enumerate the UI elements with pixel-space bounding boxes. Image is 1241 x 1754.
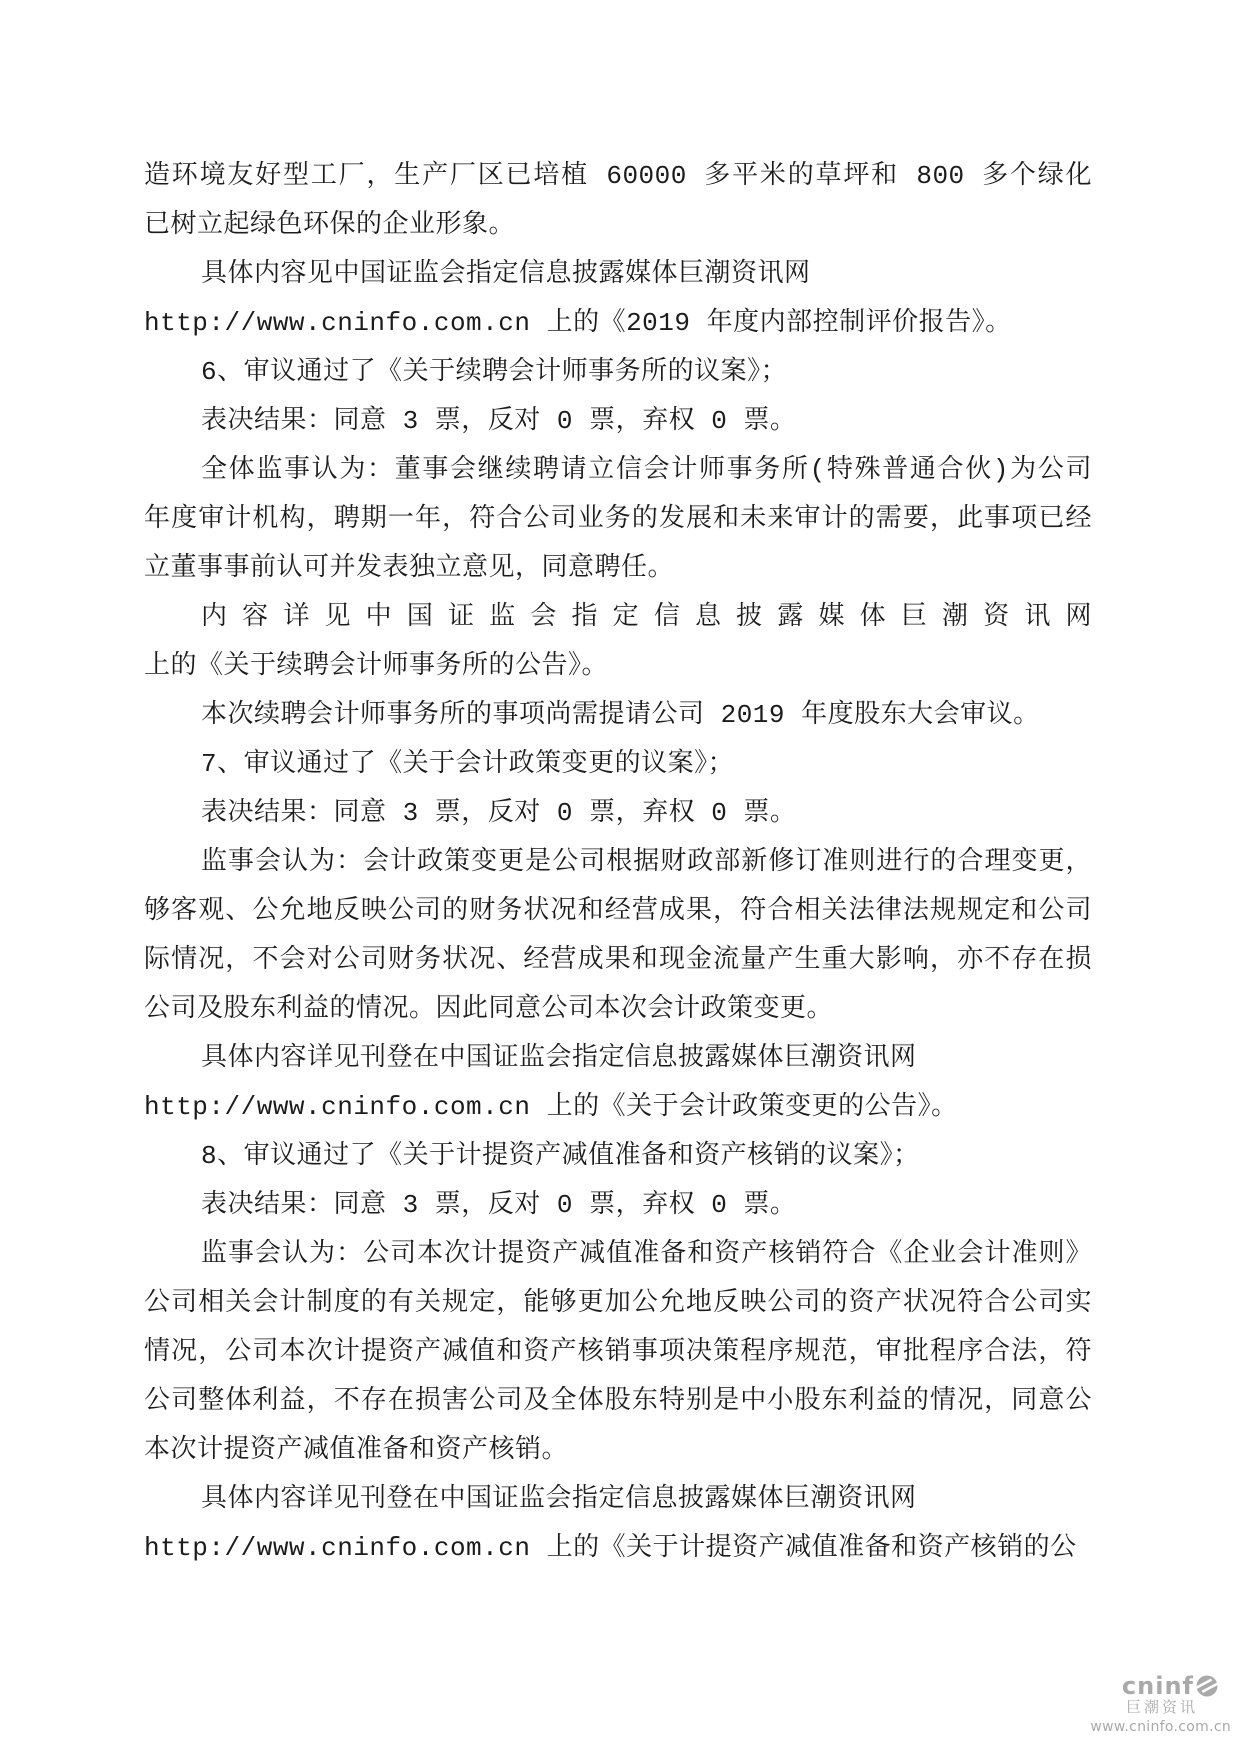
text-line: 情况，公司本次计提资产减值和资产核销事项决策程序规范，审批程序合法，符: [144, 1337, 1092, 1367]
text-line: 表决结果：同意 3 票，反对 0 票，弃权 0 票。: [201, 406, 797, 436]
text-line: 8、审议通过了《关于计提资产减值准备和资产核销的议案》；: [201, 1141, 920, 1171]
text-line: 具体内容详见刊登在中国证监会指定信息披露媒体巨潮资讯网: [201, 1043, 917, 1073]
text-line: 全体监事认为：董事会继续聘请立信会计师事务所(特殊普通合伙)为公司: [201, 455, 1092, 485]
text-line: 本次计提资产减值准备和资产核销。: [144, 1435, 569, 1465]
text-line: 表决结果：同意 3 票，反对 0 票，弃权 0 票。: [201, 798, 797, 828]
text-line: 立董事事前认可并发表独立意见，同意聘任。: [144, 553, 675, 583]
text-line: 年度审计机构，聘期一年，符合公司业务的发展和未来审计的需要，此事项已经: [144, 504, 1092, 534]
text-line: http://www.cninfo.com.cn 上的《2019 年度内部控制评价报告》。: [144, 308, 1012, 338]
text-line: 表决结果：同意 3 票，反对 0 票，弃权 0 票。: [201, 1190, 797, 1220]
cninfo-globe-icon: [1196, 1675, 1218, 1697]
cninfo-wordmark: cninf: [1121, 1672, 1194, 1700]
cninfo-watermark: [1090, 1674, 1231, 1734]
text-line: 已树立起绿色环保的企业形象。: [144, 210, 516, 240]
cninfo-brand-cjk: 巨潮资讯: [1125, 1700, 1198, 1717]
text-line: 际情况，不会对公司财务状况、经营成果和现金流量产生重大影响，亦不存在损: [144, 945, 1092, 975]
text-line: 够客观、公允地反映公司的财务状况和经营成果，符合相关法律法规规定和公司: [144, 896, 1092, 926]
cninfo-url: www.cninfo.com.cn: [1090, 1719, 1231, 1735]
text-line: 造环境友好型工厂，生产厂区已培植 60000 多平米的草坪和 800 多个绿化: [144, 161, 1092, 191]
text-line: 6、审议通过了《关于续聘会计师事务所的议案》；: [201, 357, 788, 387]
text-line: 监事会认为：公司本次计提资产减值准备和资产核销符合《企业会计准则》: [201, 1239, 1092, 1269]
text-line: 内容详见中国证监会指定信息披露媒体巨潮资讯网: [201, 602, 1092, 632]
document-body: [144, 152, 1092, 1573]
text-line: 公司相关会计制度的有关规定，能够更加公允地反映公司的资产状况符合公司实: [144, 1288, 1092, 1318]
cninfo-wordmark-row: [1090, 1674, 1218, 1698]
text-line: http://www.cninfo.com.cn 上的《关于会计政策变更的公告》。: [144, 1092, 958, 1122]
text-line: 公司及股东利益的情况。因此同意公司本次会计政策变更。: [144, 994, 834, 1024]
text-line: http://www.cninfo.com.cn 上的《关于计提资产减值准备和资产核销的公: [144, 1533, 1077, 1563]
text-line: 具体内容详见刊登在中国证监会指定信息披露媒体巨潮资讯网: [201, 1484, 917, 1514]
text-line: 上的《关于续聘会计师事务所的公告》。: [144, 651, 609, 681]
text-line: 7、审议通过了《关于会计政策变更的议案》；: [201, 749, 735, 779]
text-line: 监事会认为：会计政策变更是公司根据财政部新修订准则进行的合理变更，: [201, 847, 1092, 877]
text-line: 本次续聘会计师事务所的事项尚需提请公司 2019 年度股东大会审议。: [201, 700, 1040, 730]
text-line: 公司整体利益，不存在损害公司及全体股东特别是中小股东利益的情况，同意公: [144, 1386, 1092, 1416]
text-line: 具体内容见中国证监会指定信息披露媒体巨潮资讯网: [201, 259, 811, 289]
